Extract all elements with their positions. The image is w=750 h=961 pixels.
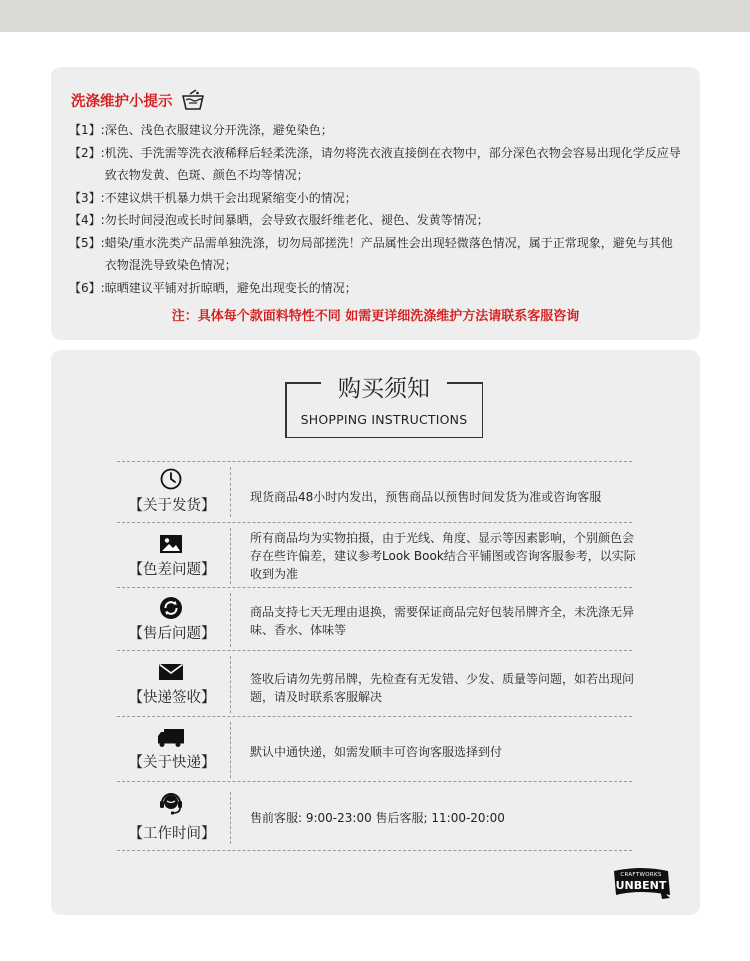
info-row-courier xyxy=(117,717,632,782)
page-title: 购买须知 xyxy=(338,376,430,402)
care-tips-panel xyxy=(51,67,700,340)
truck-icon xyxy=(157,725,185,751)
info-row-working-hours xyxy=(117,782,632,851)
picture-icon xyxy=(157,531,185,557)
envelope-icon xyxy=(157,659,185,685)
tip-text: 晾晒建议平铺对折晾晒，避免出现变长的情况； xyxy=(104,280,357,295)
refresh-icon xyxy=(157,595,185,621)
row-divider xyxy=(230,528,231,584)
wash-basin-icon xyxy=(181,89,205,111)
care-tips-list xyxy=(69,119,681,299)
shopping-instructions-panel xyxy=(51,350,700,915)
tip-text: 深色、浅色衣服建议分开洗涤，避免染色； xyxy=(104,123,333,137)
row-text: 默认中通快递，如需发顺丰可咨询客服选择到付 xyxy=(250,745,503,759)
row-divider xyxy=(230,467,231,517)
row-text: 现货商品48小时内发出，预售商品以预售时间发货为准或咨询客服 xyxy=(250,490,602,504)
headset-icon xyxy=(157,790,185,816)
tip-number: 【6】: xyxy=(69,280,105,295)
row-label: 【关于快递】 xyxy=(128,755,216,771)
care-tip xyxy=(69,209,681,232)
care-tip xyxy=(69,187,681,210)
heading-line xyxy=(285,437,483,439)
row-text: 所有商品均为实物拍摄，由于光线、角度、显示等因素影响，个别颜色会存在些许偏差，建议参考Look Book结合平铺图或咨询客服参考，以实际收到为准 xyxy=(250,531,636,581)
row-label: 【工作时间】 xyxy=(128,826,216,842)
row-divider xyxy=(230,656,231,713)
info-row-color xyxy=(117,523,636,588)
care-tip xyxy=(69,142,681,187)
top-strip xyxy=(0,0,750,32)
tip-number: 【1】: xyxy=(69,123,105,137)
tip-number: 【3】: xyxy=(69,190,105,205)
row-label: 【色差问题】 xyxy=(128,562,216,578)
info-row-after-sales xyxy=(117,588,635,651)
shopping-heading xyxy=(285,374,483,438)
svg-text:UNBENT: UNBENT xyxy=(615,879,667,892)
tip-number: 【5】: xyxy=(69,235,105,250)
care-tip xyxy=(69,119,681,142)
tip-text: 蜡染/重水洗类产品需单独洗涤，切勿局部搓洗！产品属性会出现轻微落色情况，属于正常现象，避免与其他衣物混洗导致染色情况； xyxy=(104,235,673,272)
row-label: 【售后问题】 xyxy=(128,626,216,642)
page-subtitle: SHOPPING INSTRUCTIONS xyxy=(300,412,468,427)
tip-text: 不建议烘干机暴力烘干会出现紧缩变小的情况； xyxy=(104,190,357,205)
brand-logo xyxy=(610,865,672,901)
tip-text: 勿长时间浸泡或长时间暴晒，会导致衣服纤维老化、褪色、发黄等情况； xyxy=(104,213,489,227)
care-title-text: 洗涤维护小提示 xyxy=(71,93,173,110)
tip-number: 【2】: xyxy=(69,145,105,160)
care-title xyxy=(71,89,205,111)
tip-number: 【4】: xyxy=(69,213,105,227)
row-divider xyxy=(230,593,231,647)
info-row-shipping xyxy=(117,462,632,523)
row-text: 签收后请勿先剪吊牌，先检查有无发错、少发、质量等问题，如若出现问题，请及时联系客服解决 xyxy=(250,672,635,704)
tip-text: 机洗、手洗需等洗衣液稀释后轻柔洗涤，请勿将洗衣液直接倒在衣物中，部分深色衣物会容易出现化学反应导致衣物发黄、色斑、颜色不均等情况； xyxy=(104,145,681,182)
row-text: 售前客服: 9:00-23:00 售后客服; 11:00-20:00 xyxy=(250,811,505,825)
row-text: 商品支持七天无理由退换，需要保证商品完好包装吊牌齐全，未洗涤无异味、香水、体味等 xyxy=(250,605,635,637)
row-divider xyxy=(230,792,231,844)
row-label: 【快递签收】 xyxy=(128,690,216,706)
care-tip xyxy=(69,277,681,300)
svg-text:CRAFTWORKS: CRAFTWORKS xyxy=(620,872,662,878)
row-label: 【关于发货】 xyxy=(128,498,216,514)
row-divider xyxy=(230,722,231,778)
care-note: 注：具体每个款面料特性不同 如需更详细洗涤维护方法请联系客服咨询 xyxy=(171,309,580,324)
clock-icon xyxy=(157,466,185,492)
care-tip xyxy=(69,232,681,277)
info-row-delivery-receipt xyxy=(117,651,635,717)
